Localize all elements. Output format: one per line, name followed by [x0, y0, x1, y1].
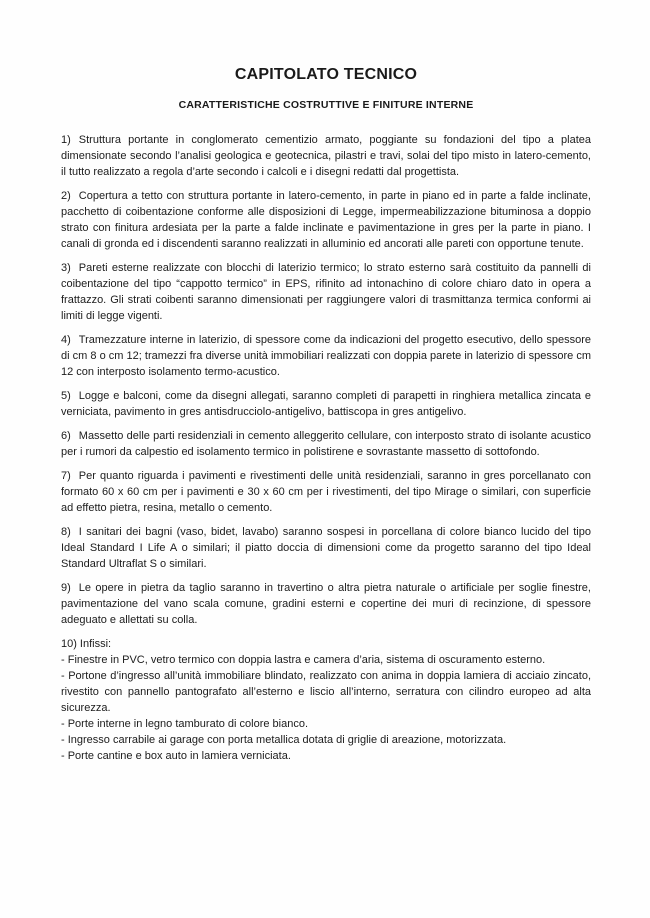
paragraph-6-number: 6): [61, 430, 71, 442]
infissi-item-1: - Finestre in PVC, vetro termico con doppia lastra e camera d’aria, sistema di oscuramento esterno.: [61, 654, 546, 666]
infissi-item-2: - Portone d’ingresso all’unità immobiliare blindato, realizzato con anima in doppia lamiera di acciaio zincato, rivestito con pannello pantografato all’esterno e liscio all’interno, serratura con cilindro europeo ad alta sicurezza.: [61, 670, 591, 714]
paragraph-7: [61, 468, 591, 516]
paragraph-8: [61, 524, 591, 572]
paragraph-6-text: Massetto delle parti residenziali in cemento alleggerito cellulare, con interposto strato di isolante acustico per i rumori da calpestio ed isolamento termico in polistirene e sovrastante massetto di sottofondo.: [61, 430, 591, 458]
document-title: CAPITOLATO TECNICO: [234, 66, 418, 83]
paragraph-5-text: Logge e balconi, come da disegni allegati, saranno completi di parapetti in ringhiera metallica zincata e verniciata, pavimento in gres antisdrucciolo-antigelivo, battiscopa in gres antigelivo.: [61, 390, 591, 418]
paragraph-7-text: Per quanto riguarda i pavimenti e rivestimenti delle unità residenziali, saranno in gres porcellanato con formato 60 x 60 cm per i pavimenti e 30 x 60 cm per i rivestimenti, del tipo Mirage o similari, con superficie ad effetto pietra, resina, metallo o cemento.: [61, 470, 591, 514]
section-10-number: 10): [61, 638, 77, 650]
paragraph-4: [61, 332, 591, 380]
paragraph-5: [61, 388, 591, 420]
paragraph-8-number: 8): [61, 526, 71, 538]
paragraph-9-text: Le opere in pietra da taglio saranno in travertino o altra pietra naturale o artificiale per soglie finestre, pavimentazione del vano scala comune, gradini esterni e copertine dei muri di recinzione, di spessore adeguato e allettati su colla.: [61, 582, 591, 626]
paragraph-9: [61, 580, 591, 628]
paragraph-1: [61, 132, 591, 180]
section-10-label: Infissi:: [79, 638, 112, 650]
document-subtitle: CARATTERISTICHE COSTRUTTIVE E FINITURE INTERNE: [178, 99, 474, 111]
section-10-heading: [61, 636, 591, 652]
paragraph-7-number: 7): [61, 470, 71, 482]
paragraph-3: [61, 260, 591, 324]
paragraph-9-number: 9): [61, 582, 71, 594]
paragraph-3-number: 3): [61, 262, 71, 274]
paragraph-8-text: I sanitari dei bagni (vaso, bidet, lavabo) saranno sospesi in porcellana di colore bianco lucido del tipo Ideal Standard I Life A o similari; il piatto doccia di dimensioni come da progetto saranno del tipo Ideal Standard Ultraflat S o similari.: [61, 526, 591, 570]
paragraph-2-text: Copertura a tetto con struttura portante in latero-cemento, in parte in piano ed in parte a falde inclinate, pacchetto di coibentazione conforme alle disposizioni di Legge, impermeabilizzazione bituminosa a doppio strato con finitura ardesiata per la parte a falde inclinate e pavimentazione in gres per la parte in piano. I canali di gronda ed i discendenti saranno realizzati in alluminio ed ancorati alle pareti con opportune tenute.: [61, 190, 591, 250]
paragraph-4-number: 4): [61, 334, 71, 346]
paragraph-6: [61, 428, 591, 460]
paragraph-1-text: Struttura portante in conglomerato cementizio armato, poggiante su fondazioni del tipo a platea dimensionate secondo l’analisi geologica e geotecnica, pilastri e travi, solai del tipo misto in latero-cemento, il tutto realizzato a regola d’arte secondo i calcoli e i disegni redatti dal progettista.: [61, 134, 591, 178]
paragraph-5-number: 5): [61, 390, 71, 402]
paragraph-2-number: 2): [61, 190, 71, 202]
infissi-item-3: - Porte interne in legno tamburato di colore bianco.: [61, 718, 309, 730]
paragraph-2: [61, 188, 591, 252]
paragraph-3-text: Pareti esterne realizzate con blocchi di laterizio termico; lo strato esterno sarà costituito da pannelli di coibentazione del tipo “cappotto termico” in EPS, rifinito ad intonachino di colore chiaro dato in opera a frattazzo. Gli strati coibenti saranno dimensionati per raggiungere valori di trasmittanza termica conformi ai limiti di legge vigenti.: [61, 262, 591, 322]
paragraph-4-text: Tramezzature interne in laterizio, di spessore come da indicazioni del progetto esecutivo, dello spessore di cm 8 o cm 12; tramezzi fra diverse unità immobiliari realizzati con doppia parete in laterizio di spessore cm 12 con interposto isolamento termo-acustico.: [61, 334, 591, 378]
paragraph-1-number: 1): [61, 134, 71, 146]
infissi-item-4: - Ingresso carrabile ai garage con porta metallica dotata di griglie di areazione, motorizzata.: [61, 734, 507, 746]
infissi-item-5: - Porte cantine e box auto in lamiera verniciata.: [61, 750, 291, 762]
